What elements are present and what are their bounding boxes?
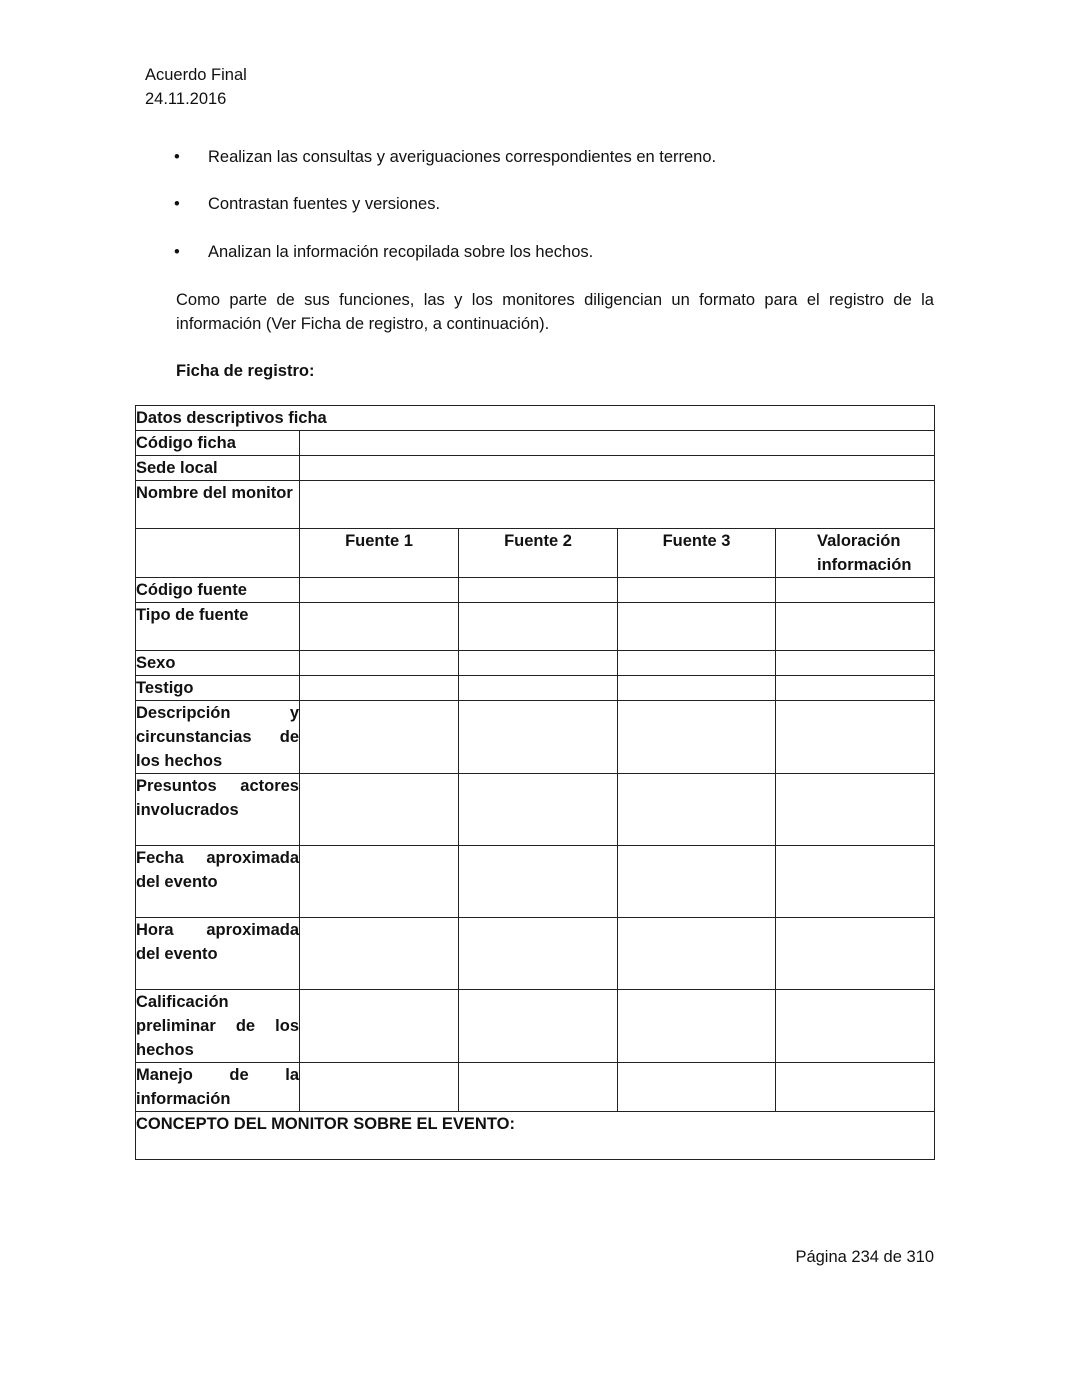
bullet-text: Realizan las consultas y averiguaciones correspondientes en terreno. xyxy=(208,148,717,166)
bullet-marker: • xyxy=(174,148,180,166)
input-cell[interactable] xyxy=(459,603,618,651)
row-label: Tipo de fuente xyxy=(136,603,300,651)
input-cell[interactable] xyxy=(459,990,618,1063)
bullet-marker: • xyxy=(174,195,180,213)
input-cell[interactable] xyxy=(300,603,459,651)
row-label: Descripción y circunstancias de los hechos xyxy=(136,701,300,774)
row-label: Manejo de la información xyxy=(136,1063,300,1112)
page-number: Página 234 de 310 xyxy=(795,1248,934,1266)
input-cell[interactable] xyxy=(300,846,459,918)
table-row xyxy=(136,481,935,529)
input-cell[interactable] xyxy=(459,1063,618,1112)
bullet-text: Contrastan fuentes y versiones. xyxy=(208,195,441,213)
row-label: Calificación preliminar de los hechos xyxy=(136,990,300,1063)
table-row xyxy=(136,1112,935,1160)
input-cell[interactable] xyxy=(618,990,776,1063)
table-row xyxy=(136,406,935,431)
input-cell[interactable] xyxy=(776,701,935,774)
document-title: Acuerdo Final xyxy=(145,66,247,84)
row-label: Nombre del monitor xyxy=(136,481,300,529)
row-label: Testigo xyxy=(136,676,300,701)
input-cell[interactable] xyxy=(300,701,459,774)
row-label: Sede local xyxy=(136,456,300,481)
bullet-item xyxy=(174,192,440,216)
table-row xyxy=(136,578,935,603)
input-cell[interactable] xyxy=(776,603,935,651)
input-cell[interactable] xyxy=(618,676,776,701)
input-cell[interactable] xyxy=(776,578,935,603)
row-label: Sexo xyxy=(136,651,300,676)
row-label: Fecha aproximada del evento xyxy=(136,846,300,918)
input-cell[interactable] xyxy=(618,651,776,676)
empty-corner-cell xyxy=(136,529,300,578)
input-cell[interactable] xyxy=(459,846,618,918)
input-cell[interactable] xyxy=(776,846,935,918)
column-header: Fuente 3 xyxy=(618,529,776,578)
document-header xyxy=(145,63,247,111)
input-cell[interactable] xyxy=(300,990,459,1063)
registration-form-table xyxy=(135,405,935,1160)
table-row xyxy=(136,990,935,1063)
row-label: Presuntos actores involucrados xyxy=(136,774,300,846)
input-cell[interactable] xyxy=(459,676,618,701)
input-cell[interactable] xyxy=(618,1063,776,1112)
form-title-cell: Datos descriptivos ficha xyxy=(136,406,935,431)
bullet-item xyxy=(174,240,593,264)
row-label: Hora aproximada del evento xyxy=(136,918,300,990)
table-row xyxy=(136,918,935,990)
column-header: Valoración información xyxy=(776,529,935,578)
input-cell[interactable] xyxy=(618,603,776,651)
table-row xyxy=(136,846,935,918)
bullet-marker: • xyxy=(174,243,180,261)
input-cell[interactable] xyxy=(300,431,935,456)
input-cell[interactable] xyxy=(618,918,776,990)
input-cell[interactable] xyxy=(300,676,459,701)
input-cell[interactable] xyxy=(459,918,618,990)
input-cell[interactable] xyxy=(300,456,935,481)
input-cell[interactable] xyxy=(300,918,459,990)
input-cell[interactable] xyxy=(776,990,935,1063)
row-label: Código fuente xyxy=(136,578,300,603)
column-header-row xyxy=(136,529,935,578)
monitor-concept-cell[interactable]: CONCEPTO DEL MONITOR SOBRE EL EVENTO: xyxy=(136,1112,935,1160)
input-cell[interactable] xyxy=(300,578,459,603)
document-date: 24.11.2016 xyxy=(145,90,227,108)
input-cell[interactable] xyxy=(618,578,776,603)
input-cell[interactable] xyxy=(618,846,776,918)
input-cell[interactable] xyxy=(776,918,935,990)
bullet-text: Analizan la información recopilada sobre los hechos. xyxy=(208,243,594,261)
table-row xyxy=(136,774,935,846)
input-cell[interactable] xyxy=(459,578,618,603)
table-row xyxy=(136,1063,935,1112)
table-row xyxy=(136,651,935,676)
table-row xyxy=(136,603,935,651)
input-cell[interactable] xyxy=(618,701,776,774)
table-row xyxy=(136,456,935,481)
bullet-item xyxy=(174,145,716,169)
input-cell[interactable] xyxy=(459,701,618,774)
column-header: Fuente 1 xyxy=(300,529,459,578)
input-cell[interactable] xyxy=(300,774,459,846)
input-cell[interactable] xyxy=(459,651,618,676)
form-label: Ficha de registro: xyxy=(176,362,315,380)
intro-paragraph: Como parte de sus funciones, las y los monitores diligencian un formato para el registro de la información (Ver Ficha de registro, a continuación). xyxy=(176,291,934,333)
input-cell[interactable] xyxy=(300,481,935,529)
row-label: Código ficha xyxy=(136,431,300,456)
input-cell[interactable] xyxy=(776,1063,935,1112)
input-cell[interactable] xyxy=(618,774,776,846)
input-cell[interactable] xyxy=(776,651,935,676)
input-cell[interactable] xyxy=(300,1063,459,1112)
input-cell[interactable] xyxy=(776,676,935,701)
input-cell[interactable] xyxy=(776,774,935,846)
input-cell[interactable] xyxy=(459,774,618,846)
table-row xyxy=(136,431,935,456)
input-cell[interactable] xyxy=(300,651,459,676)
column-header: Fuente 2 xyxy=(459,529,618,578)
table-row xyxy=(136,676,935,701)
table-row xyxy=(136,701,935,774)
